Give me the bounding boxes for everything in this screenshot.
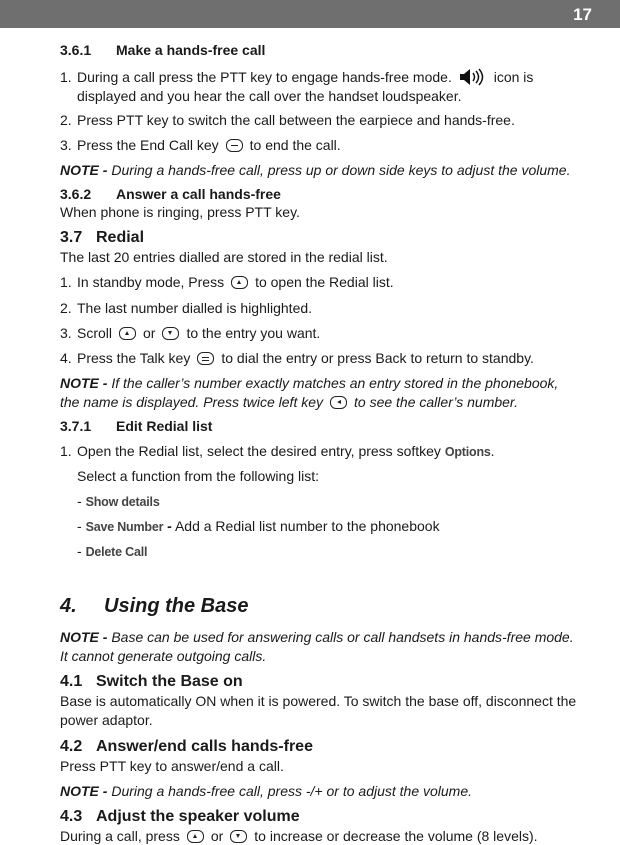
step-3-7-4: 4. Press the Talk key to dial the entry or press Back to return to standby. [60,350,534,366]
note-3-6-1: NOTE - During a hands-free call, press up or down side keys to adjust the volume. [60,162,571,178]
select-function-text: Select a function from the following list: [77,468,320,484]
page-number: 17 [573,5,592,24]
note-3-7-line2: the name is displayed. Press twice left key to see the caller’s number. [60,394,518,410]
option-delete-call: - Delete Call [77,543,148,559]
section-3-7-heading: 3.7 Redial [60,229,145,246]
section-3-6-2-body: When phone is ringing, press PTT key. [60,204,300,220]
section-3-7-intro: The last 20 entries dialled are stored in the redial list. [60,249,388,265]
note-3-7-line1: NOTE - If the caller’s number exactly matches an entry stored in the phonebook, [60,375,559,391]
section-4-2-body: Press PTT key to answer/end a call. [60,758,284,774]
talk-key-icon [197,352,214,365]
step-3-7-2: 2. The last number dialled is highlighted. [60,300,313,316]
section-4-1-heading: 4.1 Switch the Base on [60,673,243,690]
up-key-icon [231,276,248,289]
section-4-3-body: During a call, press or to increase or decrease the volume (8 levels). [60,828,538,844]
step-3-6-1-1-cont: displayed and you hear the call over the handset loudspeaker. [77,88,462,104]
up-key-icon [119,327,136,340]
section-4-2-heading: 4.2 Answer/end calls hands-free [60,738,313,755]
end-call-key-icon [226,139,243,152]
step-3-6-1-2: 2. Press PTT key to switch the call between the earpiece and hands-free. [60,112,515,128]
page-header-bar [0,0,620,28]
speaker-icon [458,68,488,90]
section-4-1-line1: Base is automatically ON when it is powered. To switch the base off, disconnect the [60,693,577,709]
step-3-6-1-3: 3. Press the End Call key to end the call. [60,137,341,153]
down-key-icon [230,830,247,843]
note-4-2: NOTE - During a hands-free call, press -/+ or to adjust the volume. [60,783,473,799]
chapter-4-heading: 4. Using the Base [60,595,249,617]
option-save-number: - Save Number - Add a Redial list number to the phonebook [77,518,440,534]
option-show-details: - Show details [77,493,160,509]
up-key-icon [187,830,204,843]
section-3-6-1-heading: 3.6.1 Make a hands-free call [60,42,266,58]
section-4-1-line2: power adaptor. [60,712,153,728]
step-3-6-1-1: 1. During a call press the PTT key to engage hands-free mode. icon is [60,68,533,90]
step-3-7-3: 3. Scroll or to the entry you want. [60,325,321,341]
left-key-icon [330,396,347,409]
note-4-line1: NOTE - Base can be used for answering calls or call handsets in hands-free mode. [60,629,574,645]
section-4-3-heading: 4.3 Adjust the speaker volume [60,808,300,825]
step-3-7-1: 1. In standby mode, Press to open the Redial list. [60,274,394,290]
step-3-7-1-1: 1. Open the Redial list, select the desired entry, press softkey Options. [60,443,495,459]
section-3-6-2-heading: 3.6.2 Answer a call hands-free [60,186,281,202]
note-4-line2: It cannot generate outgoing calls. [60,648,267,664]
down-key-icon [162,327,179,340]
section-3-7-1-heading: 3.7.1 Edit Redial list [60,418,213,434]
